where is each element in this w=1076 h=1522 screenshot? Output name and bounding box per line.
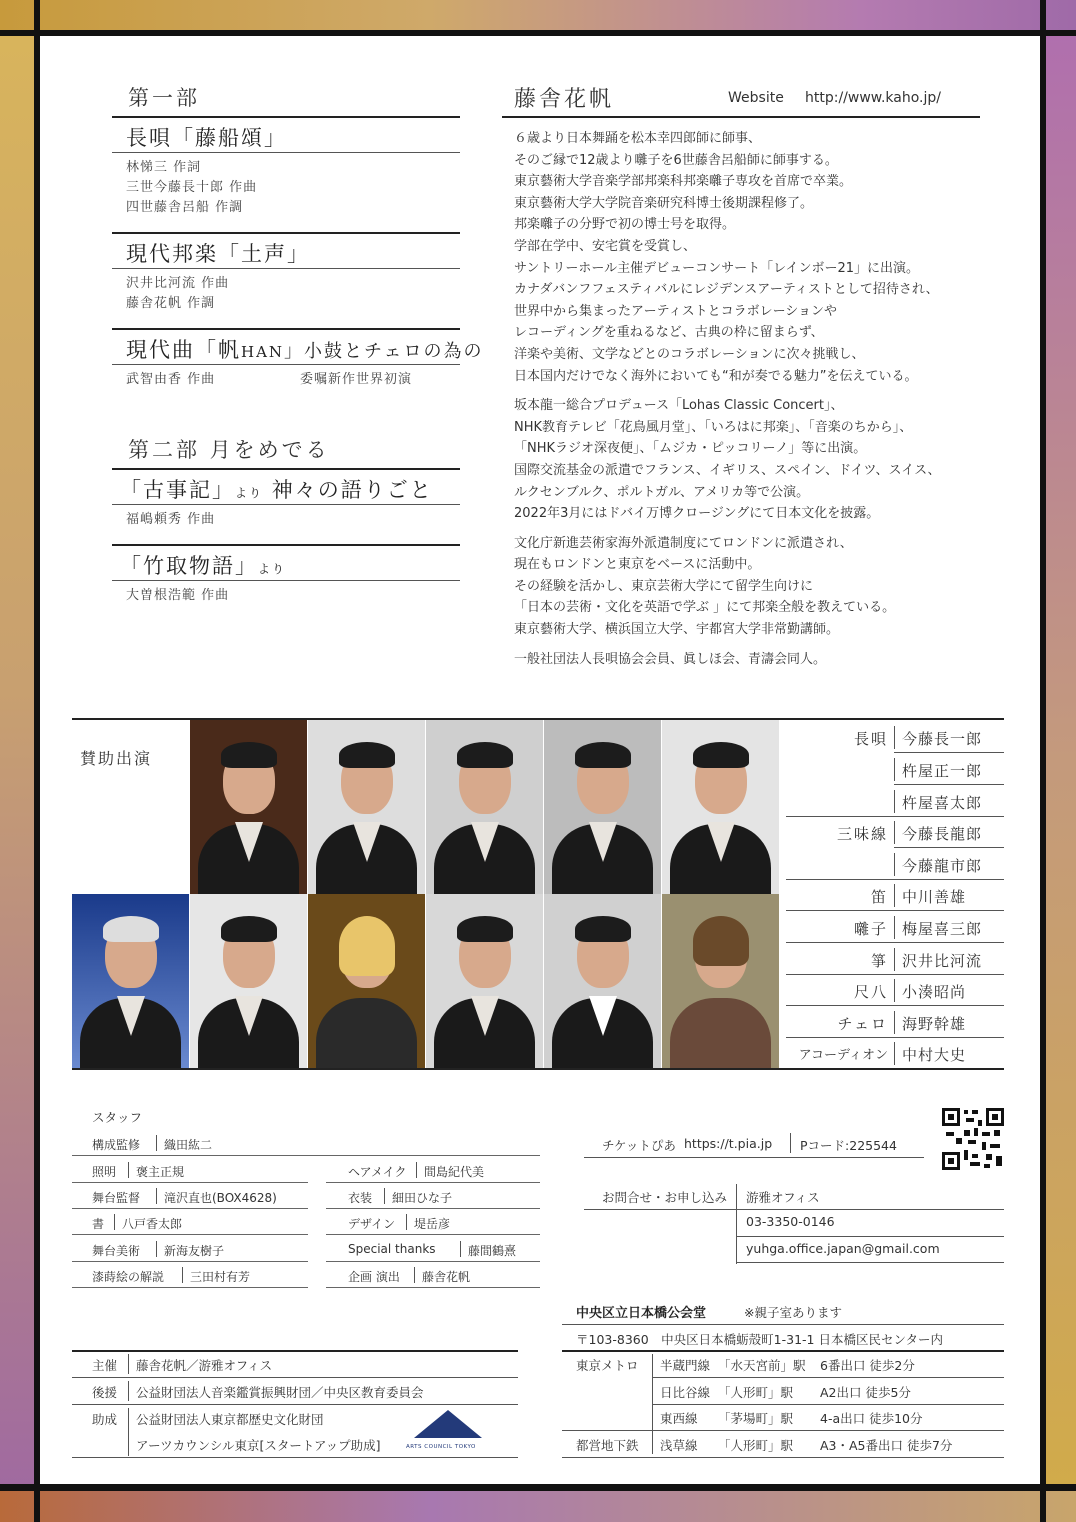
title-rest: 」小鼓とチェロの為の [284, 341, 484, 362]
staff-key: ヘアメイク [348, 1165, 407, 1179]
cast-row [786, 817, 1004, 848]
title-han: HAN [241, 343, 285, 361]
staff-row [326, 1236, 540, 1262]
profile-bio [514, 128, 984, 678]
cast-role: アコーディオン [798, 1048, 888, 1063]
credit-line: 林悌三 作詞 [126, 160, 202, 175]
performer-photo [544, 720, 661, 894]
staff-row [326, 1183, 540, 1209]
staff-value: 新海友樹子 [164, 1244, 225, 1258]
rule [72, 1350, 518, 1352]
bio-paragraph: 文化庁新進芸術家海外派遣制度にてロンドンに派遣され、 現在もロンドンと東京をベースに活動中。 その経験を活かし、東京芸術大学にて留学生向けに 「日本の芸術・文化を英語で学ぶ 」にて邦楽全般を教えている。 東京藝術大学、横浜国立大学、宇都宮大学非常勤講師。 [514, 535, 896, 638]
staff-key: 構成監修 [92, 1138, 141, 1152]
separator [736, 1184, 737, 1264]
qr-code-icon[interactable] [942, 1108, 1004, 1170]
cast-row [786, 880, 1004, 911]
cast-row [786, 849, 1004, 880]
performer-photo [190, 894, 307, 1068]
rule [112, 232, 460, 234]
staff-row [72, 1130, 540, 1156]
performer-photo [662, 894, 779, 1068]
cast-name: 小湊昭尚 [902, 983, 967, 1001]
staff-row [72, 1209, 308, 1235]
piece-title [120, 550, 286, 580]
website-link[interactable]: http://www.kaho.jp/ [805, 90, 941, 106]
arts-council-grant: アーツカウンシル東京[スタートアップ助成] [136, 1438, 381, 1453]
sponsor-value: 公益財団法人東京都歴史文化財団 [136, 1412, 324, 1427]
cast-role: 箏 [870, 952, 888, 970]
profile-name: 藤舎花帆 [514, 87, 615, 112]
cast-name: 海野幹雄 [902, 1015, 967, 1033]
access-line: 東西線 [660, 1411, 698, 1426]
rule [72, 1404, 518, 1405]
cast-row [786, 1038, 1004, 1069]
access-exit: 4-a出口 徒歩10分 [820, 1411, 923, 1426]
cast-row [786, 754, 1004, 785]
separator [128, 1408, 129, 1456]
staff-value: 堤岳彦 [414, 1217, 451, 1231]
rule [562, 1324, 1004, 1325]
staff-key: 衣装 [348, 1191, 373, 1205]
access-line: 浅草線 [660, 1438, 698, 1453]
credit-line: 藤舎花帆 作調 [126, 296, 216, 311]
part1-title: 第一部 [128, 86, 200, 110]
staff-row [72, 1262, 308, 1288]
rule [736, 1262, 1004, 1263]
ticket-pcode: Pコード:225544 [800, 1138, 897, 1153]
separator [652, 1354, 653, 1434]
separator [652, 1434, 653, 1454]
piece-title [126, 334, 484, 364]
rule [502, 116, 980, 118]
frame-bar-bottom [0, 1484, 1076, 1491]
access-exit: 6番出口 徒歩2分 [820, 1358, 915, 1373]
contact-office: 游雅オフィス [746, 1190, 820, 1205]
rule [112, 116, 460, 118]
venue-name: 中央区立日本橋公会堂 [576, 1306, 707, 1321]
piece-title: 長唄「藤船頌」 [126, 126, 287, 150]
staff-key: 舞台美術 [92, 1244, 141, 1258]
rule [652, 1404, 1004, 1405]
arts-council-logo-text: ARTS COUNCIL TOKYO [406, 1444, 476, 1450]
piece-credit: 福嶋頼秀 作曲 [126, 512, 216, 527]
world-premiere-note: 委嘱新作世界初演 [300, 372, 413, 387]
cast-name: 今藤龍市郎 [902, 857, 983, 875]
cast-row [786, 912, 1004, 943]
contact-tel[interactable]: 03-3350-0146 [746, 1214, 835, 1229]
piece-credit: 武智由香 作曲 [126, 372, 216, 387]
rule [112, 364, 460, 365]
staff-value: 三田村有芳 [190, 1270, 251, 1284]
piece-credits [126, 274, 229, 314]
cast-name: 杵屋正一郎 [902, 762, 983, 780]
staff-value: 滝沢直也(BOX4628) [164, 1191, 277, 1205]
frame-bottom [0, 1490, 1076, 1522]
rule [584, 1209, 1004, 1210]
access-station: 「人形町」駅 [718, 1385, 794, 1400]
contact-label: お問合せ・お申し込み [602, 1190, 728, 1205]
cast-row [786, 1007, 1004, 1038]
cast-name: 沢井比河流 [902, 952, 983, 970]
cast-role: 笛 [870, 888, 888, 906]
staff-key: デザイン [348, 1217, 396, 1231]
frame-bar-right [1040, 0, 1046, 1522]
access-station: 「水天宮前」駅 [718, 1358, 806, 1373]
subway-label: 都営地下鉄 [576, 1438, 639, 1453]
staff-key: Special thanks [348, 1242, 436, 1256]
title-yori: より [235, 486, 264, 500]
ticket-url[interactable]: https://t.pia.jp [684, 1136, 773, 1151]
cast-name: 杵屋喜太郎 [902, 794, 983, 812]
rule [112, 504, 460, 505]
rule [112, 468, 460, 470]
credit-line: 三世今藤長十郎 作曲 [126, 180, 258, 195]
piece-credits [126, 158, 257, 218]
title-rest: 神々の語りごと [263, 478, 433, 502]
cast-row [786, 722, 1004, 753]
ticket-label: チケットぴあ [602, 1138, 676, 1153]
staff-key: 舞台監督 [92, 1191, 141, 1205]
staff-row [326, 1157, 540, 1183]
separator [128, 1354, 129, 1374]
staff-row [72, 1183, 308, 1209]
staff-value: 藤舎花帆 [422, 1270, 471, 1284]
cast-role: チェロ [837, 1015, 888, 1033]
staff-key: 照明 [92, 1165, 117, 1179]
staff-row [72, 1157, 308, 1183]
staff-title: スタッフ [92, 1110, 143, 1125]
cast-role: 尺八 [853, 983, 888, 1001]
title-main: 「竹取物語」 [120, 554, 258, 578]
staff-key: 書 [92, 1217, 105, 1231]
rule [652, 1377, 1004, 1378]
cast-name: 今藤長一郎 [902, 730, 983, 748]
credit-line: 沢井比河流 作曲 [126, 276, 230, 291]
cast-name: 中村大史 [902, 1046, 967, 1064]
cast-row [786, 786, 1004, 817]
cast-name: 中川善雄 [902, 888, 967, 906]
sponsor-value: 藤舎花帆／游雅オフィス [136, 1358, 273, 1373]
frame-left [0, 34, 36, 1490]
frame-right [1044, 34, 1076, 1490]
performer-photo [544, 894, 661, 1068]
rule [112, 268, 460, 269]
contact-email[interactable]: yuhga.office.japan@gmail.com [746, 1241, 940, 1256]
access-station: 「茅場町」駅 [718, 1411, 794, 1426]
staff-value: 褒主正規 [136, 1165, 185, 1179]
venue-address: 〒103-8360 中央区日本橋蛎殻町1-31-1 日本橋区民センター内 [576, 1332, 943, 1347]
bio-paragraph: 坂本龍一総合プロデュース「Lohas Classic Concert」、 NHK教育テレビ「花鳥風月堂」、「いろはに邦楽」、「音楽のちから」、 「NHKラジオ深夜便」、「ムジカ・ピッコリーノ」等に出演。 国際交流基金の派遣でフランス、イギリス、スペイン、ドイツ、スイス、 ルクセンブルク、ポルトガル、アメリカ等で公演。 2022年3月にはドバイ万博クロージングにて日本文化を披露。 [514, 398, 941, 522]
rule [112, 152, 460, 153]
staff-key: 企画 演出 [348, 1270, 400, 1284]
staff-value: 細田ひな子 [392, 1191, 453, 1205]
metro-label: 東京メトロ [576, 1358, 639, 1373]
bio-paragraph: ６歳より日本舞踊を松本幸四郎師に師事、 そのご縁で12歳より囃子を6世藤舎呂船師に師事する。 東京藝術大学音楽学部邦楽科邦楽囃子専攻を首席で卒業。 東京藝術大学大学院音楽研究科博士後期課程修了。 邦楽囃子の分野で初の博士号を取得。 学部在学中、安宅賞を受賞し、 サントリーホール主催デビューコンサート「レインボー21」に出演。 カナダバンフフェスティバルにレジデンスアーティストとして招待され、 世界中から集まったアーティストとコラボレーションや レコーディングを重ねるなど、古典の枠に留まらず、 洋楽や美術、文学などとのコラボレーションに次々挑戦し、 日本国内だけでなく海外においても“和が奏でる魅力”を伝えている。 [514, 131, 939, 384]
staff-key: 漆蒔絵の解説 [92, 1270, 165, 1284]
separator [128, 1381, 129, 1401]
title-yori: より [258, 562, 287, 576]
sponsor-value: 公益財団法人音楽鑑賞振興財団／中央区教育委員会 [136, 1385, 424, 1400]
cast-role: 囃子 [853, 920, 888, 938]
cast-row [786, 975, 1004, 1006]
rule [72, 1457, 518, 1458]
rule [112, 580, 460, 581]
cast-row [786, 944, 1004, 975]
piece-credit: 大曽根浩範 作曲 [126, 588, 230, 603]
access-line: 日比谷線 [660, 1385, 711, 1400]
credit-line: 四世藤舎呂船 作調 [126, 200, 244, 215]
staff-value: 藤間鶴熹 [468, 1244, 517, 1258]
part2-title: 第二部 月をめでる [128, 438, 330, 462]
staff-value: 八戸香太郎 [122, 1217, 183, 1231]
access-station: 「人形町」駅 [718, 1438, 794, 1453]
guest-label: 賛助出演 [80, 749, 153, 768]
staff-value: 間島紀代美 [424, 1165, 485, 1179]
cast-name: 梅屋喜三郎 [902, 920, 983, 938]
title-main: 現代曲「帆 [126, 338, 241, 362]
rule [562, 1430, 1004, 1431]
performer-photo [426, 720, 543, 894]
frame-bar-left [34, 0, 40, 1522]
staff-value: 織田紘二 [164, 1138, 213, 1152]
rule [584, 1157, 924, 1158]
rule [562, 1350, 1004, 1352]
piece-title [120, 474, 433, 504]
staff-row [72, 1236, 308, 1262]
venue-note: ※親子室あります [744, 1305, 842, 1320]
separator [790, 1133, 791, 1153]
access-exit: A3・A5番出口 徒歩7分 [820, 1438, 953, 1453]
rule [112, 328, 460, 330]
rule [112, 544, 460, 546]
cast-role: 三味線 [836, 825, 888, 843]
rule [562, 1457, 1004, 1458]
performer-photo [308, 720, 425, 894]
staff-row [326, 1209, 540, 1235]
performer-photo [72, 894, 189, 1068]
arts-council-tokyo-logo-icon [408, 1408, 488, 1444]
frame-top [0, 0, 1076, 34]
cast-name: 今藤長龍郎 [902, 825, 983, 843]
rule [736, 1236, 1004, 1237]
access-line: 半蔵門線 [660, 1358, 711, 1373]
performer-photo [308, 894, 425, 1068]
performer-photo [426, 894, 543, 1068]
rule [72, 1377, 518, 1378]
performer-photo [190, 720, 307, 894]
staff-row [326, 1262, 540, 1288]
website-label: Website [728, 90, 784, 106]
sponsor-key: 後援 [92, 1385, 118, 1400]
piece-title: 現代邦楽「土声」 [126, 242, 310, 266]
frame-bar-top [0, 30, 1076, 36]
performer-photo [662, 720, 779, 894]
sponsor-key: 助成 [92, 1412, 118, 1427]
cast-role: 長唄 [853, 730, 888, 748]
access-exit: A2出口 徒歩5分 [820, 1385, 911, 1400]
title-main: 「古事記」 [120, 478, 235, 502]
sponsor-key: 主催 [92, 1358, 118, 1373]
bio-paragraph: 一般社団法人長唄協会会員、眞しほ会、青濤会同人。 [514, 651, 827, 667]
